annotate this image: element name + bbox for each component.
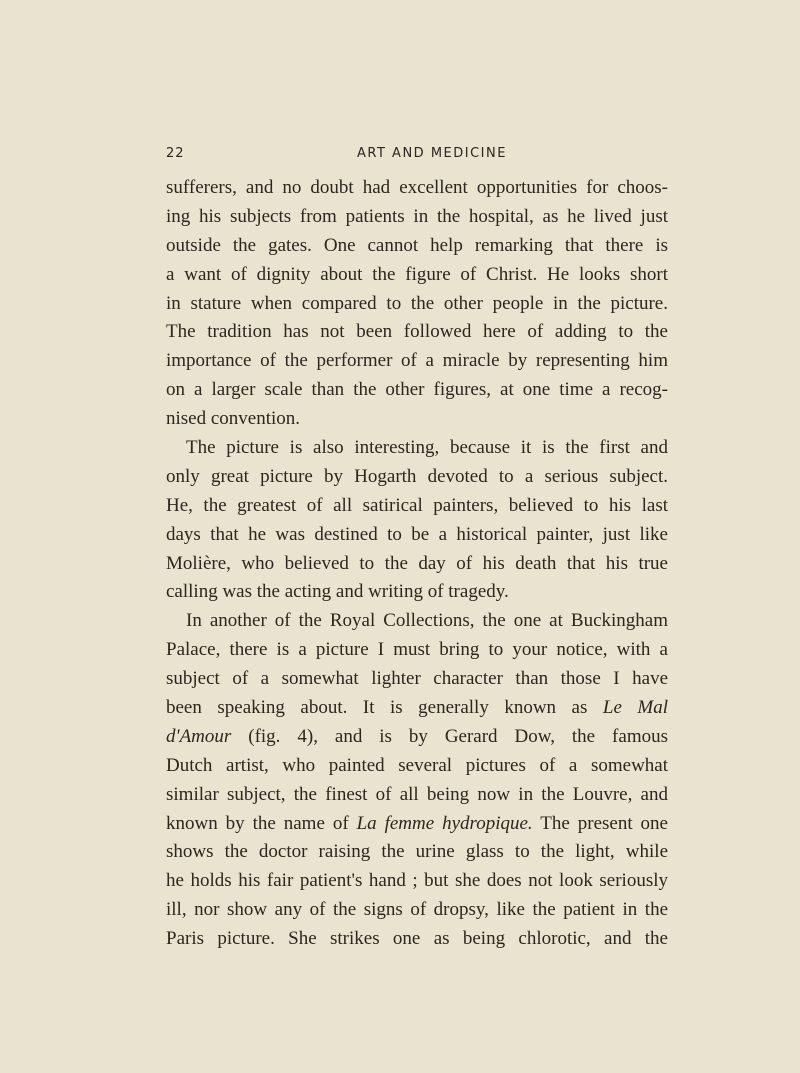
text-segment: Palace, there is a picture I must bring to your notice, with a — [166, 639, 668, 661]
text-segment: nised convention. — [166, 408, 301, 430]
text-line — [166, 867, 668, 896]
text-line — [166, 694, 668, 723]
text-line — [166, 290, 668, 319]
text-line — [166, 607, 668, 636]
text-segment: similar subject, the finest of all being now in the Louvre, and — [166, 783, 668, 805]
text-line — [166, 232, 668, 261]
text-segment: In another of the Royal Collections, the one at Buckingham — [186, 610, 668, 632]
text-line — [166, 896, 668, 925]
text-segment: The present one — [532, 812, 668, 834]
text-segment: The picture is also interesting, because it is the first and — [186, 437, 668, 459]
text-line — [166, 752, 668, 781]
text-line — [166, 434, 668, 463]
text-segment: He, the greatest of all satirical painters, believed to his last — [166, 494, 668, 516]
text-line — [166, 347, 668, 376]
page-number: 22 — [166, 146, 185, 161]
text-line — [166, 521, 668, 550]
text-segment: importance of the performer of a miracle by representing him — [166, 350, 668, 372]
text-line — [166, 463, 668, 492]
text-segment: on a larger scale than the other figures, at one time a recog- — [166, 379, 668, 401]
text-line — [166, 174, 668, 203]
text-segment: days that he was destined to be a historical painter, just like — [166, 523, 668, 545]
text-segment: known by the name of — [166, 812, 357, 834]
text-segment: The tradition has not been followed here of adding to the — [166, 321, 668, 343]
text-line — [166, 376, 668, 405]
text-segment: Paris picture. She strikes one as being chlorotic, and the — [166, 928, 668, 950]
text-line — [166, 838, 668, 867]
text-segment: only great picture by Hogarth devoted to a serious subject. — [166, 465, 668, 487]
text-segment: ill, nor show any of the signs of dropsy, like the patient in the — [166, 899, 668, 921]
running-head: ART AND MEDICINE — [357, 146, 507, 161]
text-line — [166, 550, 668, 579]
text-line — [166, 261, 668, 290]
text-segment: outside the gates. One cannot help remarking that there is — [166, 234, 668, 256]
text-line — [166, 203, 668, 232]
text-segment: subject of a somewhat lighter character than those I have — [166, 668, 668, 690]
italic-text: La femme hydropique. — [356, 812, 533, 834]
text-line — [166, 723, 668, 752]
italic-text: Le Mal — [602, 697, 668, 719]
text-segment: Molière, who believed to the day of his death that his true — [166, 552, 668, 574]
text-line — [166, 781, 668, 810]
text-line — [166, 492, 668, 521]
text-line — [166, 318, 668, 347]
italic-text: d'Amour — [166, 725, 232, 747]
text-line — [166, 665, 668, 694]
text-segment: Dutch artist, who painted several pictures of a somewhat — [166, 754, 668, 776]
text-segment: calling was the acting and writing of tragedy. — [166, 581, 509, 603]
text-segment: in stature when compared to the other people in the picture. — [166, 292, 668, 314]
text-line — [166, 810, 668, 839]
text-line — [166, 578, 668, 607]
text-segment: ing his subjects from patients in the hospital, as he lived just — [166, 205, 668, 227]
text-segment: been speaking about. It is generally known as — [166, 697, 603, 719]
page-header — [0, 146, 800, 166]
text-line — [166, 405, 668, 434]
text-segment: sufferers, and no doubt had excellent opportunities for choos- — [166, 177, 668, 198]
text-segment: (fig. 4), and is by Gerard Dow, the famous — [231, 725, 668, 747]
text-segment: shows the doctor raising the urine glass to the light, while — [166, 841, 668, 863]
text-line — [166, 925, 668, 954]
text-segment: a want of dignity about the figure of Christ. He looks short — [166, 263, 668, 285]
text-segment: he holds his fair patient's hand ; but she does not look seriously — [166, 870, 668, 892]
text-line — [166, 636, 668, 665]
body-text — [166, 174, 668, 954]
